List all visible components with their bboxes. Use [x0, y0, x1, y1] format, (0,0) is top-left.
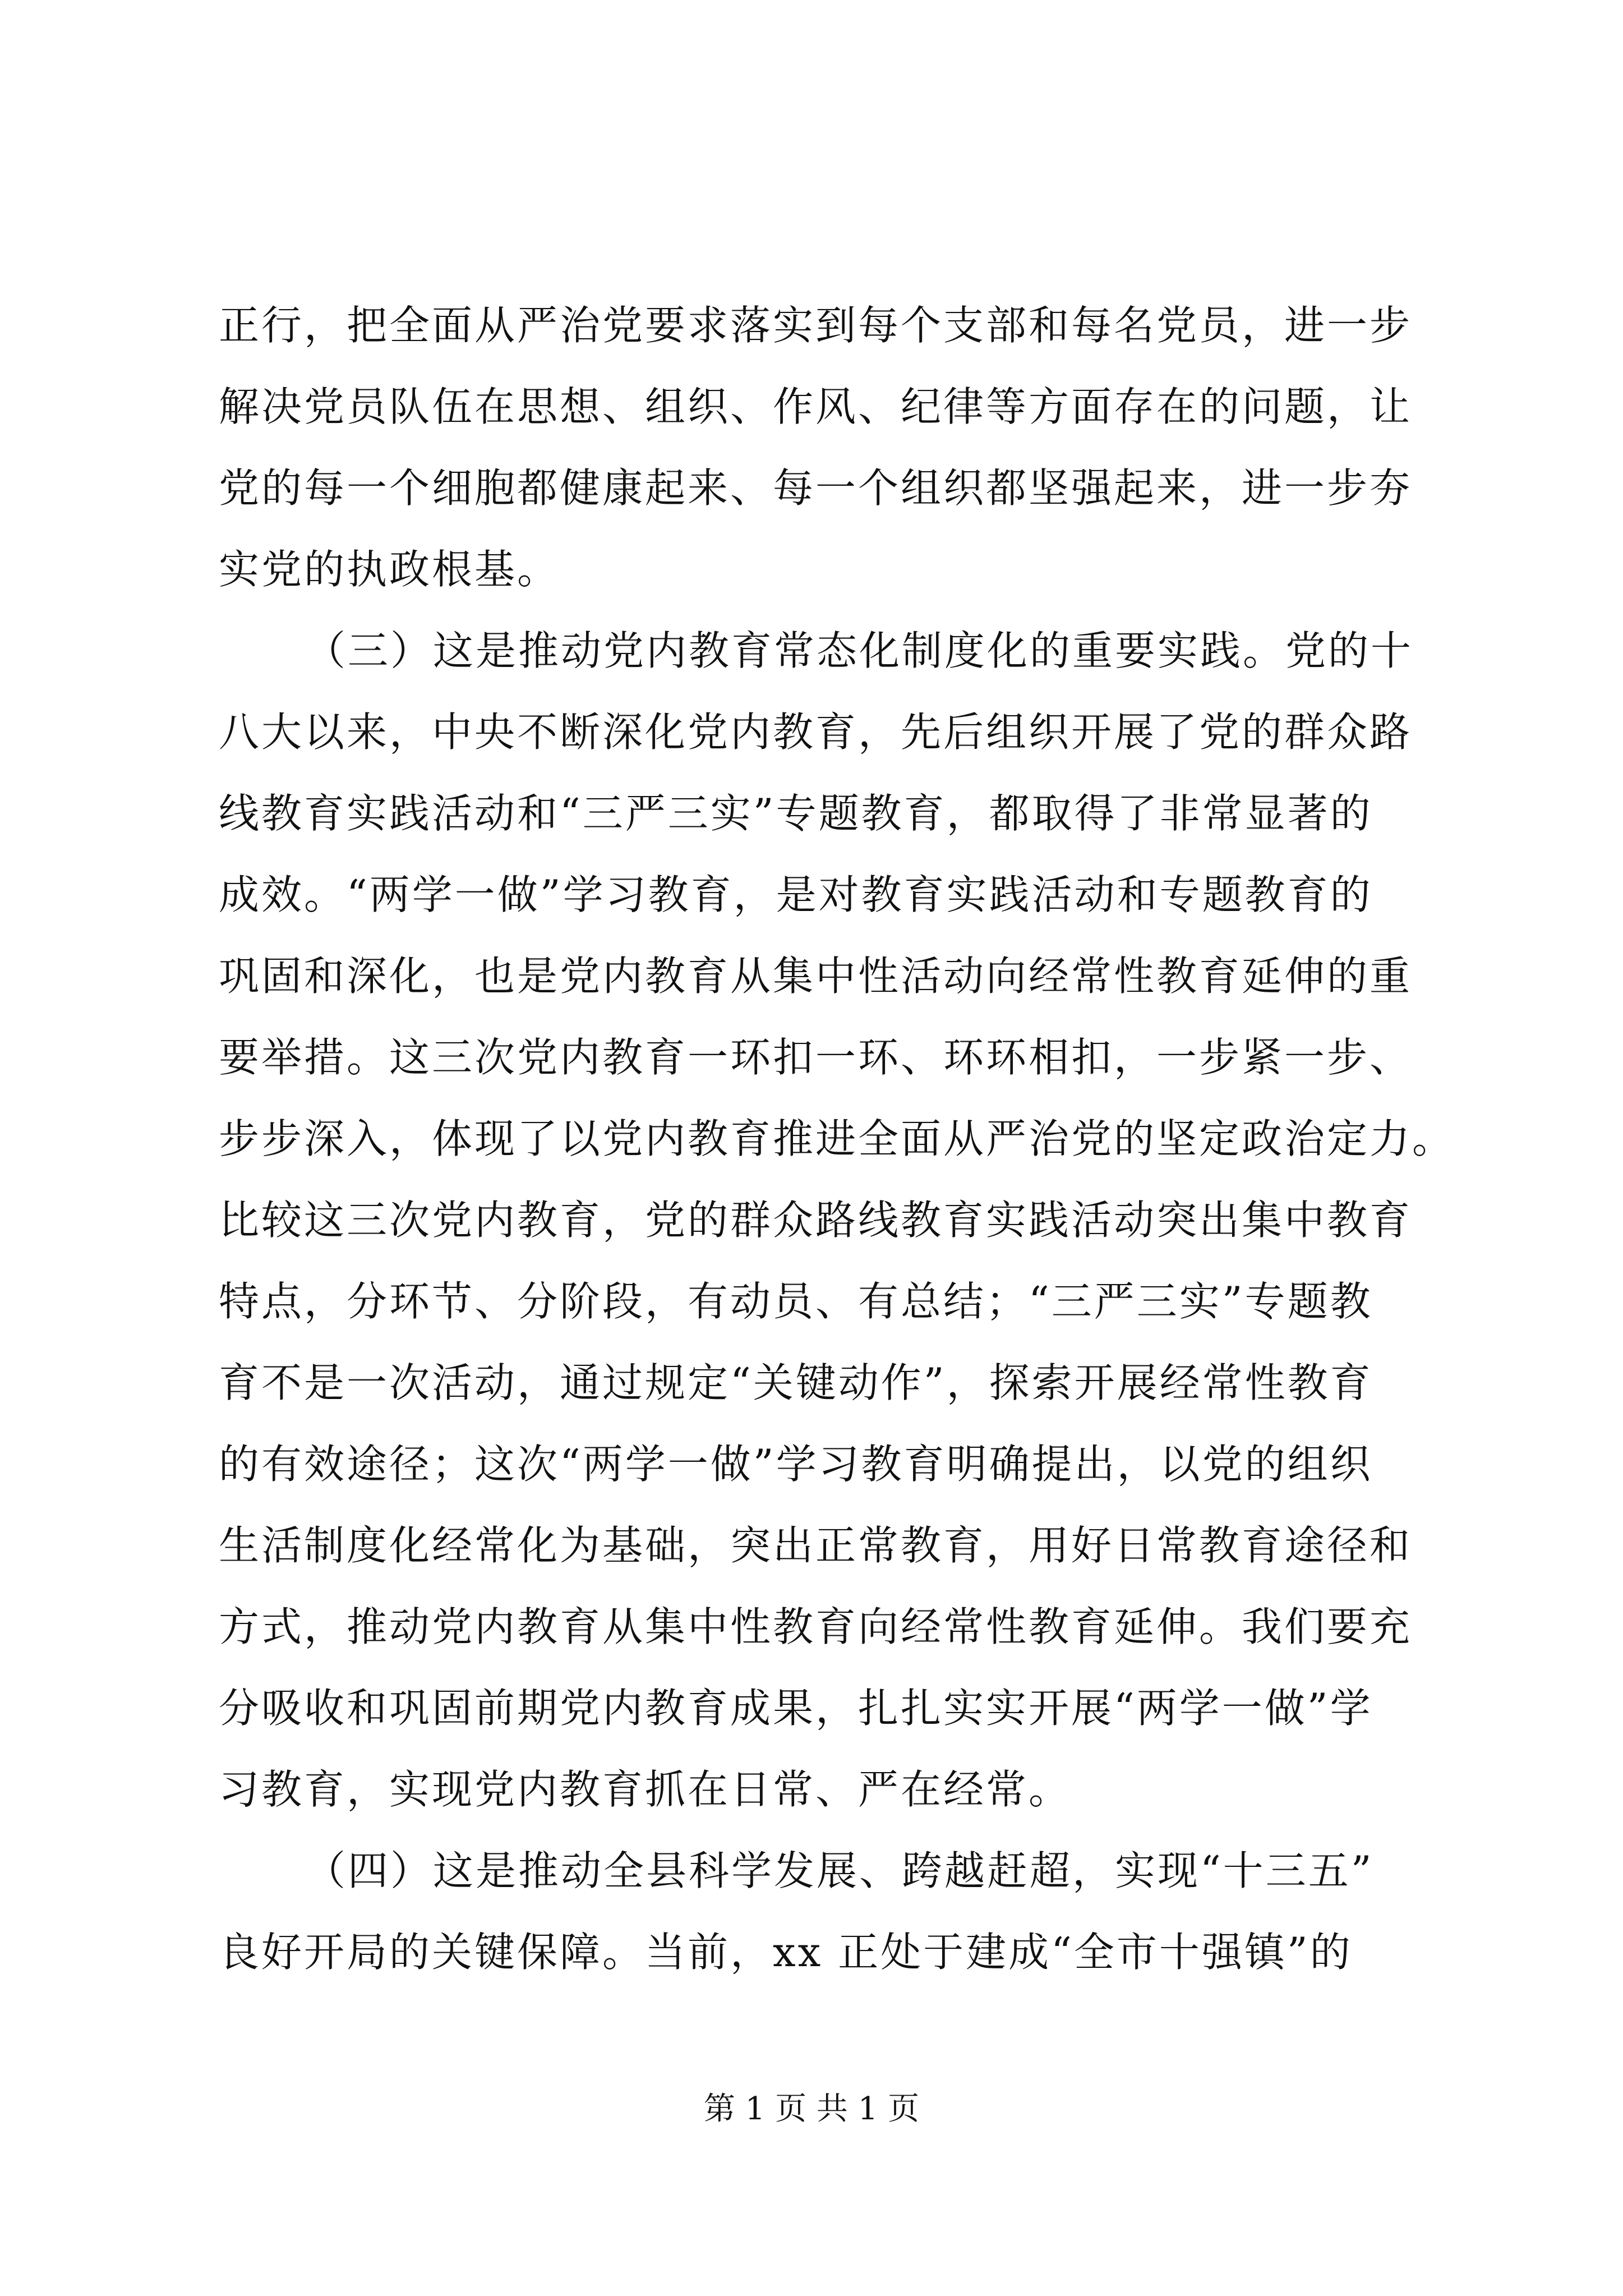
- page-footer: 第 1 页 共 1 页: [703, 2091, 920, 2127]
- paragraph-line-17: 方式，推动党内教育从集中性教育向经常性教育延伸。我们要充: [219, 1603, 1413, 1650]
- paragraph-line-3: 党的每一个细胞都健康起来、每一个组织都坚强起来，进一步夯: [219, 464, 1413, 512]
- paragraph-line-7: 线教育实践活动和“三严三实”专题教育，都取得了非常显著的: [219, 790, 1373, 837]
- paragraph-line-11: 步步深入，体现了以党内教育推进全面从严治党的坚定政治定力。: [219, 1115, 1455, 1162]
- paragraph-line-18: 分吸收和巩固前期党内教育成果，扎扎实实开展“两学一做”学: [219, 1685, 1373, 1732]
- paragraph-line-12: 比较这三次党内教育，党的群众路线教育实践活动突出集中教育: [219, 1197, 1413, 1244]
- paragraph-line-2: 解决党员队伍在思想、组织、作风、纪律等方面存在的问题，让: [219, 383, 1413, 430]
- paragraph-line-19: 习教育，实现党内教育抓在日常、严在经常。: [219, 1766, 1072, 1813]
- paragraph-line-5: （三）这是推动党内教育常态化制度化的重要实践。党的十: [305, 627, 1414, 674]
- paragraph-line-16: 生活制度化经常化为基础，突出正常教育，用好日常教育途径和: [219, 1522, 1413, 1569]
- paragraph-line-13: 特点，分环节、分阶段，有动员、有总结；“三严三实”专题教: [219, 1278, 1373, 1325]
- paragraph-line-21: 良好开局的关键保障。当前，xx 正处于建成“全市十强镇”的: [219, 1929, 1353, 1976]
- paragraph-line-4: 实党的执政根基。: [219, 546, 560, 593]
- paragraph-line-15: 的有效途径；这次“两学一做”学习教育明确提出，以党的组织: [219, 1441, 1373, 1488]
- paragraph-line-10: 要举措。这三次党内教育一环扣一环、环环相扣，一步紧一步、: [219, 1034, 1413, 1081]
- paragraph-line-6: 八大以来，中央不断深化党内教育，先后组织开展了党的群众路: [219, 708, 1413, 756]
- paragraph-line-1: 正行，把全面从严治党要求落实到每个支部和每名党员，进一步: [219, 302, 1413, 349]
- paragraph-line-20: （四）这是推动全县科学发展、跨越赶超，实现“十三五”: [305, 1847, 1374, 1894]
- paragraph-line-14: 育不是一次活动，通过规定“关键动作”，探索开展经常性教育: [219, 1359, 1373, 1406]
- paragraph-line-8: 成效。“两学一做”学习教育，是对教育实践活动和专题教育的: [219, 871, 1373, 918]
- paragraph-line-9: 巩固和深化，也是党内教育从集中性活动向经常性教育延伸的重: [219, 953, 1413, 1000]
